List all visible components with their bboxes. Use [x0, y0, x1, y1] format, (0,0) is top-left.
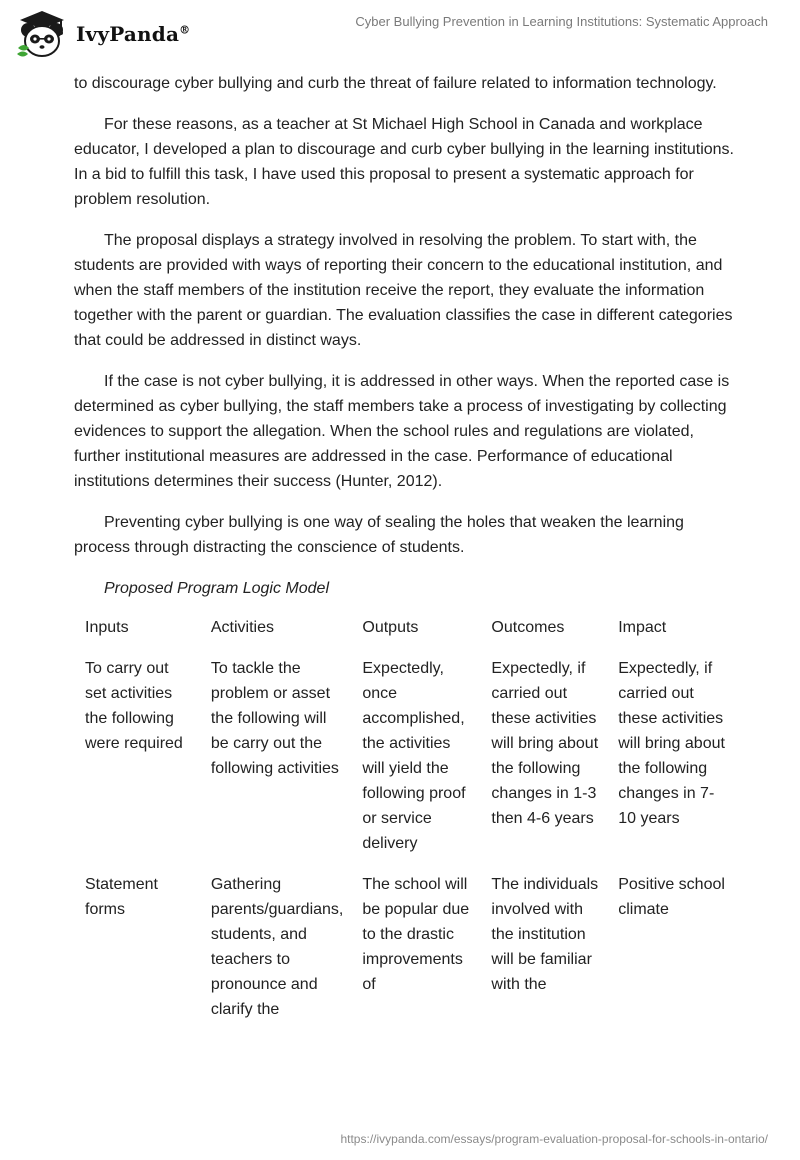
table-cell: Gathering parents/guardians, students, and teachers to pronounce and clarify the	[210, 876, 344, 1018]
table-cell: Positive school climate	[618, 876, 725, 918]
brand-name: IvyPanda®	[76, 22, 191, 46]
column-header-impact: Impact	[618, 619, 667, 636]
table-cell: Expectedly, once accomplished, the activities will yield the following proof or service delivery	[362, 660, 466, 852]
paragraph: For these reasons, as a teacher at St Michael High School in Canada and workplace educator, I developed a plan to discourage and curb cyber bullying in the learning institutions. In a bid to fulfill this task, I have used this proposal to present a systematic approach for problem resolution.	[74, 116, 734, 208]
paragraph: Preventing cyber bullying is one way of sealing the holes that weaken the learning process through distracting the conscience of students.	[74, 514, 684, 556]
ivypanda-logo[interactable]	[14, 8, 214, 60]
logic-model-table	[74, 615, 734, 1038]
table-row	[74, 656, 734, 872]
source-url-link[interactable]: https://ivypanda.com/essays/program-evaluation-proposal-for-schools-in-ontario/	[340, 1132, 768, 1146]
document-title: Cyber Bullying Prevention in Learning Institutions: Systematic Approach	[355, 14, 768, 29]
page-header	[0, 0, 800, 70]
table-cell: To tackle the problem or asset the following will be carry out the following activities	[210, 660, 339, 777]
table-header-row	[74, 615, 734, 656]
table-cell: The school will be popular due to the drastic improvements of	[362, 876, 470, 993]
paragraph: The proposal displays a strategy involved in resolving the problem. To start with, the students are provided with ways of reporting their concern to the educational institution, and when the staff members of the institution receive the report, they evaluate the information together with the parent or guardian. The evaluation classifies the case in different categories that could be addressed in distinct ways.	[74, 232, 733, 349]
table-cell: To carry out set activities the following were required	[85, 660, 183, 752]
table-cell: The individuals involved with the institution will be familiar with the	[491, 876, 599, 993]
table-cell: Statement forms	[85, 876, 158, 918]
table-cell: Expectedly, if carried out these activities will bring about the following changes in 7-10 years	[618, 660, 725, 827]
column-header-outputs: Outputs	[362, 619, 419, 636]
panda-icon	[14, 8, 70, 60]
column-header-inputs: Inputs	[85, 619, 129, 636]
table-cell: Expectedly, if carried out these activities will bring about the following changes in 1-3 then 4-6 years	[491, 660, 599, 827]
paragraph: to discourage cyber bullying and curb the threat of failure related to information technology.	[74, 75, 717, 92]
column-header-outcomes: Outcomes	[491, 619, 565, 636]
logic-model-title: Proposed Program Logic Model	[104, 580, 330, 597]
essay-body	[74, 71, 734, 1038]
paragraph: If the case is not cyber bullying, it is addressed in other ways. When the reported case is determined as cyber bullying, the staff members take a process of investigating by collecting evidences to support the allegation. When the school rules and regulations are violated, further institutional measures are addressed in the case. Performance of educational institutions determines their success (Hunter, 2012).	[74, 373, 730, 490]
table-row	[74, 872, 734, 1038]
column-header-activities: Activities	[210, 619, 274, 636]
